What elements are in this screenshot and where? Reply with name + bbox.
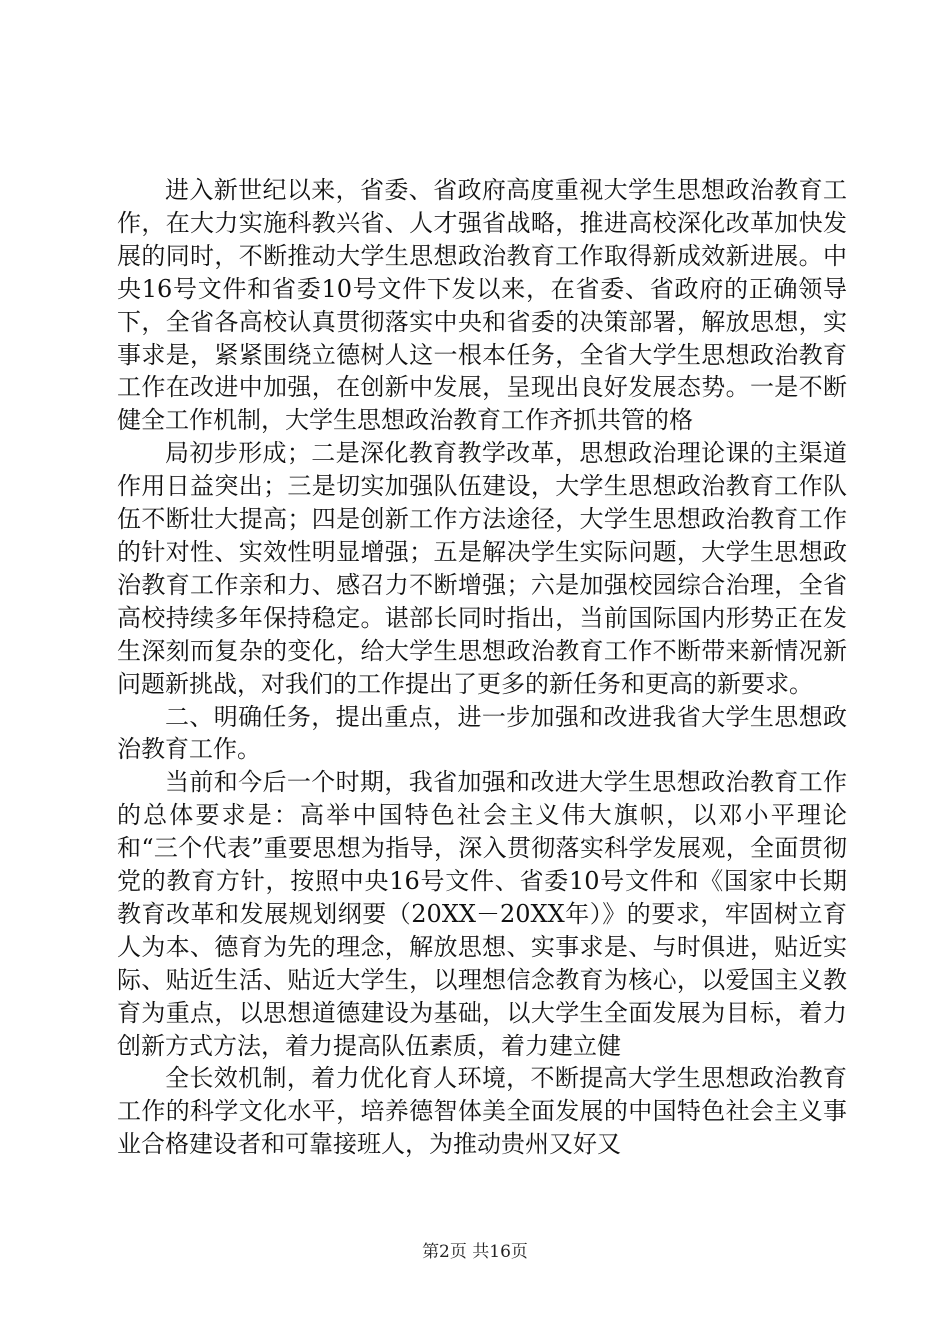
- page-footer: 第2页 共16页: [422, 1242, 528, 1262]
- paragraph-requirements: 当前和今后一个时期，我省加强和改进大学生思想政治教育工作的总体要求是：高举中国特色社会主义伟大旗帜，以邓小平理论和“三个代表”重要思想为指导，深入贯彻落实科学发展观，全面贯彻党的教育方针，按照中央16号文件、省委10号文件和《国家中长期教育改革和发展规划纲要（20XX－20XX年）》的要求，牢固树立育人为本、德育为先的理念，解放思想、实事求是、与时俱进，贴近实际、贴近生活、贴近大学生，以理想信念教育为核心，以爱国主义教育为重点，以思想道德建设为基础，以大学生全面发展为目标，着力创新方式方法，着力提高队伍素质，着力建立健: [117, 768, 847, 1060]
- section-heading-2: 二、明确任务，提出重点，进一步加强和改进我省大学生思想政治教育工作。: [117, 702, 847, 764]
- paragraph-intro: 进入新世纪以来，省委、省政府高度重视大学生思想政治教育工作，在大力实施科教兴省、人才强省战略，推进高校深化改革加快发展的同时，不断推动大学生思想政治教育工作取得新成效新进展。中央16号文件和省委10号文件下发以来，在省委、省政府的正确领导下，全省各高校认真贯彻落实中央和省委的决策部署，解放思想，实事求是，紧紧围绕立德树人这一根本任务，全省大学生思想政治教育工作在改进中加强，在创新中发展，呈现出良好发展态势。一是不断健全工作机制，大学生思想政治教育工作齐抓共管的格: [117, 176, 847, 435]
- paragraph-mechanism: 全长效机制，着力优化育人环境，不断提高大学生思想政治教育工作的科学文化水平，培养德智体美全面发展的中国特色社会主义事业合格建设者和可靠接班人，为推动贵州又好又: [117, 1064, 847, 1159]
- paragraph-achievements: 局初步形成；二是深化教育教学改革，思想政治理论课的主渠道作用日益突出；三是切实加强队伍建设，大学生思想政治教育工作队伍不断壮大提高；四是创新工作方法途径，大学生思想政治教育工作的针对性、实效性明显增强；五是解决学生实际问题，大学生思想政治教育工作亲和力、感召力不断增强；六是加强校园综合治理，全省高校持续多年保持稳定。谌部长同时指出，当前国际国内形势正在发生深刻而复杂的变化，给大学生思想政治教育工作不断带来新情况新问题新挑战，对我们的工作提出了更多的新任务和更高的新要求。: [117, 439, 847, 698]
- document-body: [117, 174, 847, 1161]
